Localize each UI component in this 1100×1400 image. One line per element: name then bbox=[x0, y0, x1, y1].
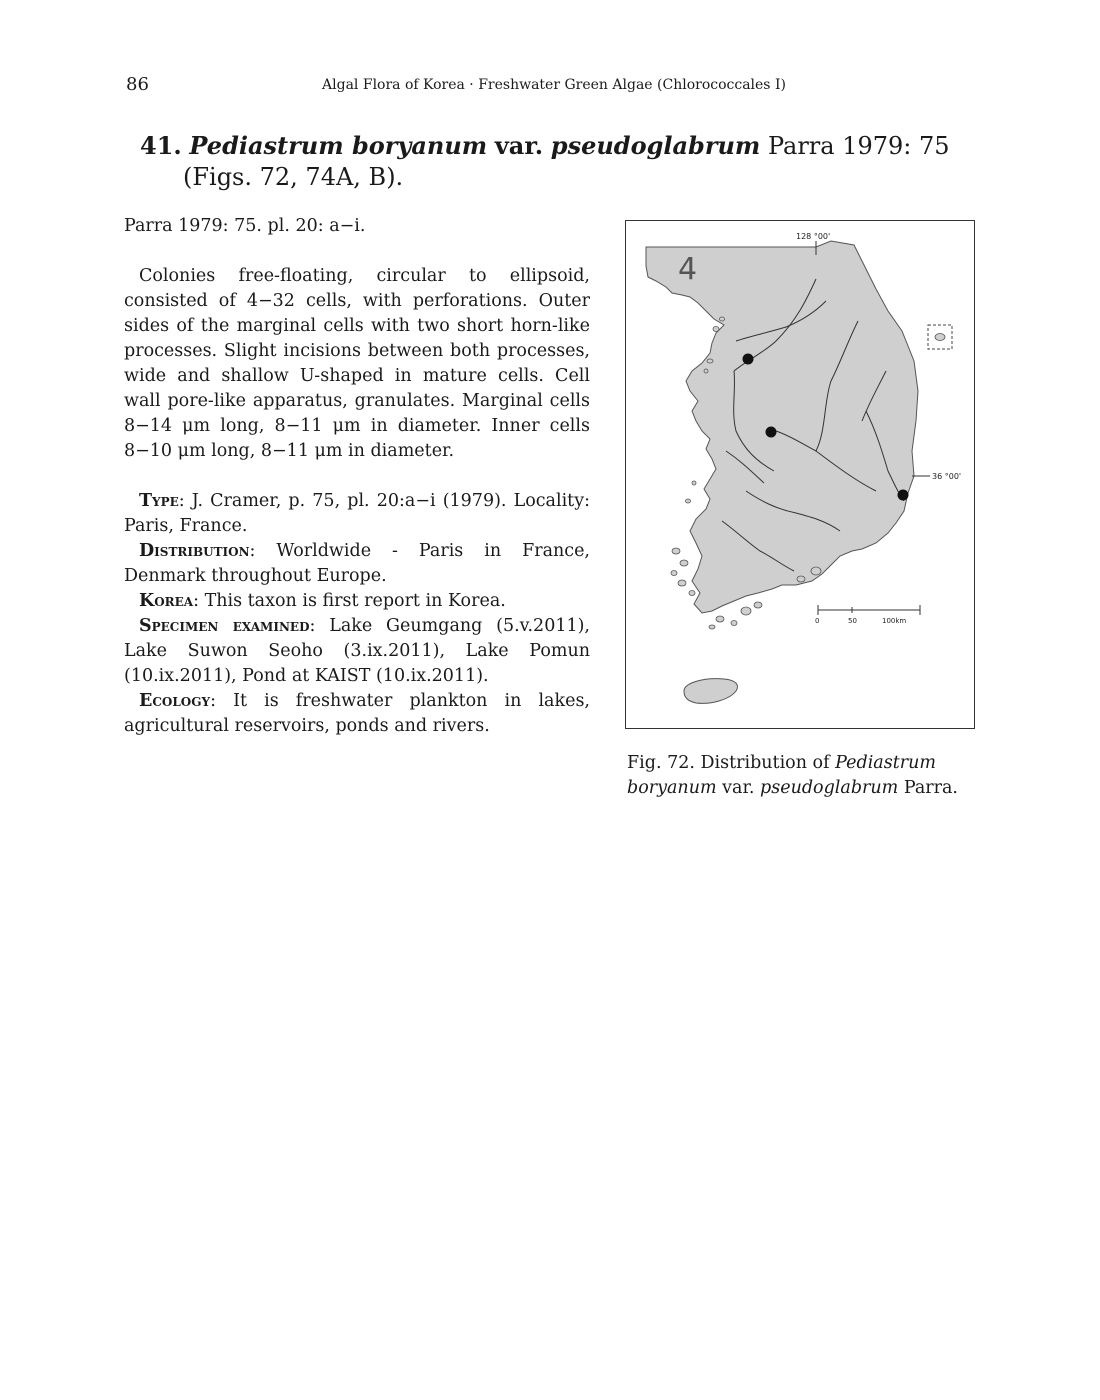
latitude-label: 36 °00' bbox=[932, 472, 962, 481]
section-label: Korea bbox=[139, 591, 194, 611]
section-label: Specimen examined bbox=[139, 616, 310, 636]
section-type: Type: J. Cramer, p. 75, pl. 20:a−i (1979). Locality: Paris, France. bbox=[124, 491, 590, 536]
section-text: Lake Geumgang (5.v.2011), Lake Suwon Seoho (3.ix.2011), Lake Pomun (10.ix.2011), Pond at KAIST (10.ix.2011). bbox=[124, 616, 590, 686]
longitude-label: 128 °00' bbox=[796, 232, 831, 241]
section-text: Worldwide - Paris in France, Denmark throughout Europe. bbox=[124, 541, 590, 586]
scale-label-50: 50 bbox=[848, 617, 857, 625]
corner-mark: 4 bbox=[678, 252, 698, 287]
caption-var-label: var. bbox=[722, 778, 755, 798]
species-authority: Parra 1979: 75 bbox=[767, 132, 950, 160]
running-header bbox=[0, 77, 1100, 93]
section-label: Ecology bbox=[139, 691, 211, 711]
jeju-island bbox=[684, 679, 738, 704]
locality-marker bbox=[766, 427, 777, 438]
section-label: Distribution bbox=[139, 541, 250, 561]
section-label: Type bbox=[139, 491, 179, 511]
locality-marker bbox=[743, 354, 754, 365]
caption-variety: pseudoglabrum bbox=[760, 778, 899, 798]
caption-species: Pediastrum boryanum bbox=[627, 753, 936, 798]
caption-authority: Parra. bbox=[903, 778, 958, 798]
running-title: Algal Flora of Korea · Freshwater Green Algae (Chlorococcales I) bbox=[322, 77, 786, 93]
scale-bar bbox=[818, 605, 920, 615]
caption-prefix: Fig. 72. Distribution of bbox=[627, 753, 830, 773]
distribution-map bbox=[625, 220, 975, 729]
species-binomial: Pediastrum boryanum bbox=[189, 131, 488, 160]
section-korea: Korea: This taxon is first report in Korea. bbox=[139, 591, 506, 611]
locality-marker bbox=[898, 490, 909, 501]
scale-label-0: 0 bbox=[815, 617, 820, 625]
species-variety: pseudoglabrum bbox=[550, 131, 761, 160]
section-text: This taxon is first report in Korea. bbox=[204, 591, 506, 611]
species-number: 41. bbox=[140, 131, 182, 160]
reference-line: Parra 1979: 75. pl. 20: a−i. bbox=[124, 216, 366, 236]
figure-caption bbox=[627, 751, 977, 801]
section-distribution: Distribution: Worldwide - Paris in France, Denmark throughout Europe. bbox=[124, 541, 590, 586]
description-paragraph: Colonies free-floating, circular to ellipsoid, consisted of 4−32 cells, with perforations. Outer sides of the marginal cells with two short horn-like processes. Slight incisions between both processes, wide and shallow U-shaped in mature cells. Cell wall pore-like apparatus, granulates. Marginal cells 8−14 μm long, 8−11 μm in diameter. Inner cells 8−10 μm long, 8−11 μm in diameter. bbox=[124, 266, 590, 461]
section-text: It is freshwater plankton in lakes, agricultural reservoirs, ponds and rivers. bbox=[124, 691, 590, 736]
species-var-label: var. bbox=[494, 131, 544, 160]
page-number: 86 bbox=[126, 74, 149, 95]
inset-island bbox=[935, 334, 945, 341]
peninsula-shape bbox=[646, 241, 918, 613]
species-figs: (Figs. 72, 74A, B). bbox=[183, 163, 404, 191]
section-text: J. Cramer, p. 75, pl. 20:a−i (1979). Locality: Paris, France. bbox=[124, 491, 590, 536]
section-ecology: Ecology: It is freshwater plankton in lakes, agricultural reservoirs, ponds and rivers. bbox=[124, 691, 590, 736]
sections bbox=[124, 489, 590, 739]
species-heading bbox=[140, 130, 1020, 193]
map-svg bbox=[626, 221, 976, 730]
korea-landmass bbox=[646, 241, 918, 703]
section-specimen: Specimen examined: Lake Geumgang (5.v.2011), Lake Suwon Seoho (3.ix.2011), Lake Pomun (10.ix.2011), Pond at KAIST (10.ix.2011). bbox=[124, 616, 590, 686]
scale-label-100km: 100km bbox=[882, 617, 907, 625]
